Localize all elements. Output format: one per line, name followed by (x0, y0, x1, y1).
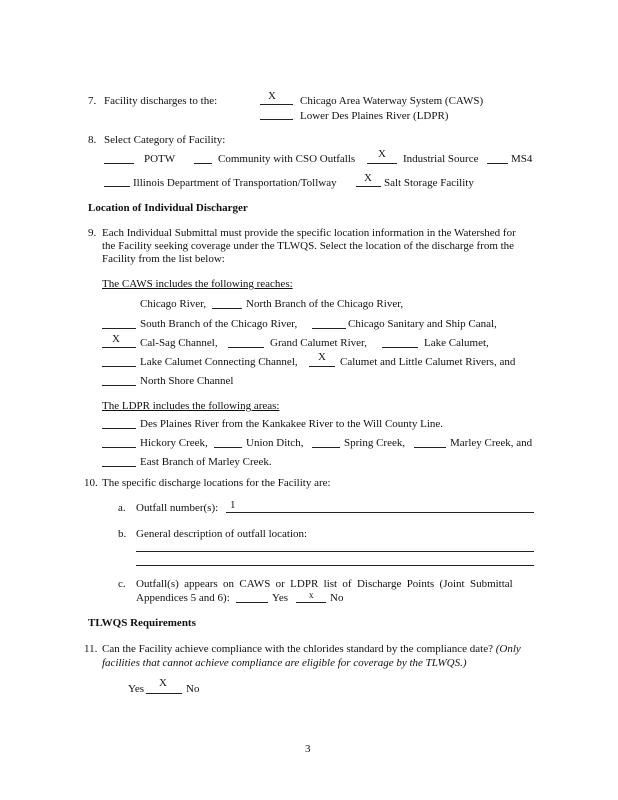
q11-question: Can the Facility achieve compliance with the chlorides standard by the compliance date? (102, 643, 493, 655)
north-branch-blank[interactable] (212, 308, 242, 309)
calumet-little-blank[interactable] (309, 366, 335, 367)
opt-calumet-little: Calumet and Little Calumet Rivers, and (340, 356, 516, 368)
q10a-label: Outfall number(s): (136, 502, 219, 514)
opt-grand-calumet: Grand Calumet River, (270, 337, 368, 349)
q8-salt-option: Salt Storage Facility (384, 177, 474, 189)
q8-salt-blank[interactable] (356, 186, 381, 187)
des-plaines-blank[interactable] (102, 428, 136, 429)
opt-north-shore: North Shore Channel (140, 375, 234, 387)
q8-ms4-option: MS4 (511, 153, 533, 165)
q10b-description-line1[interactable] (136, 551, 534, 552)
q7-number: 7. (88, 95, 97, 107)
section-tlwqs-heading: TLWQS Requirements (88, 617, 196, 629)
q10a-letter: a. (118, 502, 126, 514)
q10c-yes: Yes (272, 592, 289, 604)
lake-cal-conn-blank[interactable] (102, 366, 136, 367)
opt-marley: Marley Creek, and (450, 437, 533, 449)
grand-calumet-blank[interactable] (228, 347, 264, 348)
q11-number: 11. (84, 643, 98, 655)
q11-note-start: (Only (495, 643, 521, 655)
q8-number: 8. (88, 134, 97, 146)
q10c-text-line1: Outfall(s) appears on CAWS or LDPR list of Discharge Points (Joint Submittal (136, 578, 513, 590)
q8-industrial-blank[interactable] (367, 163, 397, 164)
marley-blank[interactable] (414, 447, 446, 448)
q9-number: 9. (88, 227, 97, 239)
opt-lake-calumet: Lake Calumet, (424, 337, 489, 349)
south-branch-blank[interactable] (102, 328, 136, 329)
q10c-text-line2: Appendices 5 and 6): (136, 592, 230, 604)
q8-potw-blank[interactable] (104, 163, 134, 164)
opt-chicago-river: Chicago River, (140, 298, 207, 310)
opt-union: Union Ditch, (246, 437, 304, 449)
lake-calumet-blank[interactable] (382, 347, 418, 348)
q10b-description-line2[interactable] (136, 565, 534, 566)
q10-label: The specific discharge locations for the Facility are: (102, 477, 331, 489)
opt-spring: Spring Creek, (344, 437, 406, 449)
union-blank[interactable] (214, 447, 242, 448)
q10c-yes-blank[interactable] (236, 602, 268, 603)
ldpr-heading: The LDPR includes the following areas: (102, 400, 280, 412)
east-marley-blank[interactable] (102, 466, 136, 467)
opt-calsag: Cal-Sag Channel, (140, 337, 218, 349)
q8-ms4-blank[interactable] (487, 163, 508, 164)
opt-hickory: Hickory Creek, (140, 437, 208, 449)
q7-label: Facility discharges to the: (104, 95, 218, 107)
q7-caws-option: Chicago Area Waterway System (CAWS) (300, 95, 484, 107)
caws-heading: The CAWS includes the following reaches: (102, 278, 293, 290)
q8-community-option: Community with CSO Outfalls (218, 153, 356, 165)
q7-caws-mark[interactable]: X (268, 90, 276, 102)
opt-sanitary-ship: Chicago Sanitary and Ship Canal, (348, 318, 497, 330)
q10b-letter: b. (118, 528, 127, 540)
calumet-little-mark[interactable]: X (318, 351, 326, 363)
q7-caws-blank[interactable] (260, 104, 293, 105)
q8-salt-mark[interactable]: X (364, 172, 372, 184)
opt-north-branch: North Branch of the Chicago River, (246, 298, 404, 310)
q10a-outfall-field[interactable] (226, 512, 534, 513)
q8-idot-blank[interactable] (104, 186, 130, 187)
q7-ldpr-blank[interactable] (260, 119, 293, 120)
q8-industrial-option: Industrial Source (403, 153, 479, 165)
q11-yes: Yes (128, 683, 145, 695)
q8-idot-option: Illinois Department of Transportation/Tollway (133, 177, 337, 189)
q10c-no: No (330, 592, 344, 604)
q10c-letter: c. (118, 578, 126, 590)
q11-blank[interactable] (146, 693, 182, 694)
q8-industrial-mark[interactable]: X (378, 148, 386, 160)
opt-east-marley: East Branch of Marley Creek. (140, 456, 272, 468)
q10a-value[interactable]: 1 (230, 499, 236, 511)
north-shore-blank[interactable] (102, 385, 136, 386)
q10c-mark[interactable]: x (309, 590, 314, 600)
q10b-label: General description of outfall location: (136, 528, 308, 540)
q11-note: facilities that cannot achieve compliance are eligible for coverage by the TLWQS.) (102, 657, 467, 669)
calsag-mark[interactable]: X (112, 333, 120, 345)
q9-text-line1: Each Individual Submittal must provide the specific location information in the Watershed for (102, 227, 516, 239)
q11-mark[interactable]: X (159, 677, 167, 689)
calsag-blank[interactable] (102, 347, 136, 348)
q8-community-blank[interactable] (194, 163, 212, 164)
spring-blank[interactable] (312, 447, 340, 448)
q8-label: Select Category of Facility: (104, 134, 226, 146)
page-number: 3 (305, 743, 311, 755)
q10-number: 10. (84, 477, 98, 489)
q8-potw-option: POTW (144, 153, 176, 165)
q10c-no-blank[interactable] (296, 602, 326, 603)
section-location-heading: Location of Individual Discharger (88, 202, 248, 214)
opt-lake-cal-conn: Lake Calumet Connecting Channel, (140, 356, 298, 368)
q11-no: No (186, 683, 200, 695)
q11-text-line1 (102, 643, 521, 656)
q7-ldpr-option: Lower Des Plaines River (LDPR) (300, 110, 449, 122)
opt-des-plaines: Des Plaines River from the Kankakee River to the Will County Line. (140, 418, 444, 430)
opt-south-branch: South Branch of the Chicago River, (140, 318, 298, 330)
hickory-blank[interactable] (102, 447, 136, 448)
q9-text-line3: Facility from the list below: (102, 253, 225, 265)
q9-text-line2: the Facility seeking coverage under the TLWQS. Select the location of the discharge from the (102, 240, 515, 252)
sanitary-ship-blank[interactable] (312, 328, 346, 329)
